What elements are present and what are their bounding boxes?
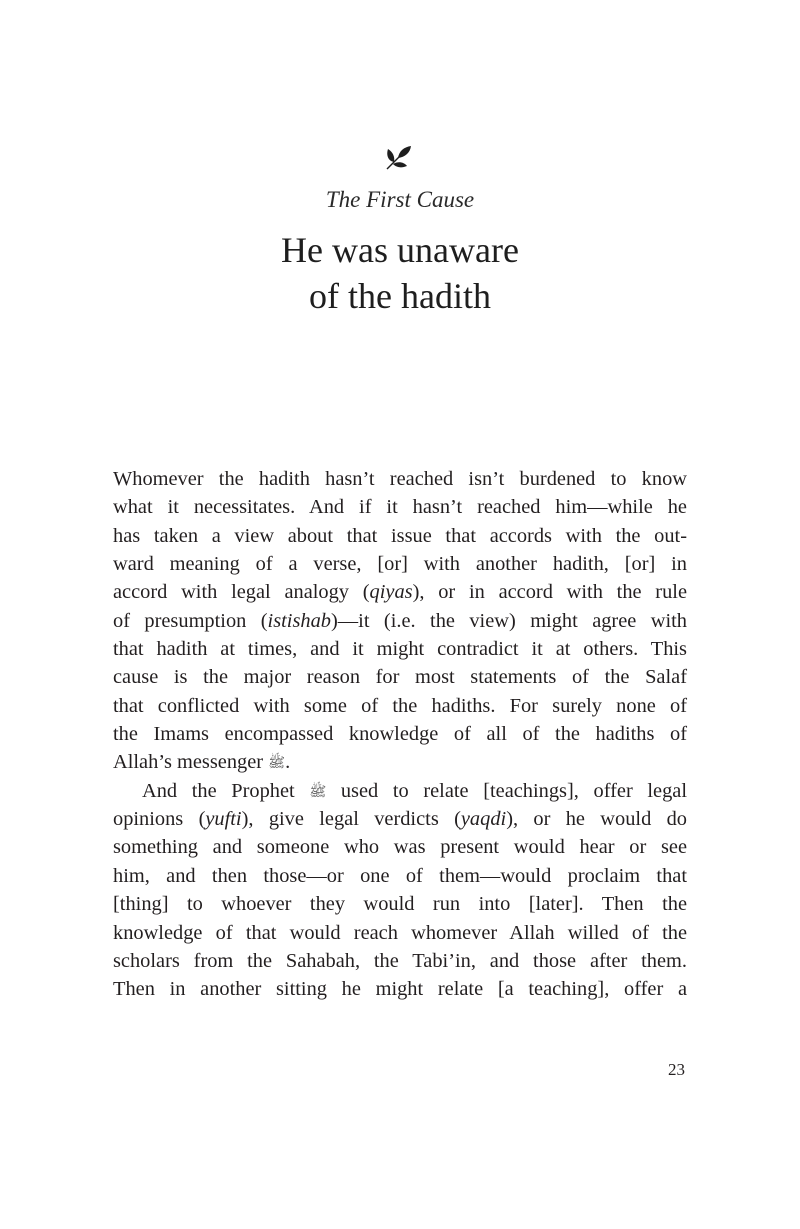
italic-term: yufti	[205, 808, 242, 831]
paragraph	[113, 777, 687, 1004]
text-line: scholars from the Sahabah, the Tabi’in, and those after them.	[113, 949, 687, 972]
italic-term: qiyas	[369, 581, 413, 604]
chapter-title-line: of the hadith	[309, 276, 491, 316]
page-number: 23	[668, 1060, 685, 1079]
text-line: And the Prophet ﷺ used to relate [teachings], offer legal	[113, 777, 687, 805]
honorific-glyph-icon: ﷺ	[309, 784, 327, 800]
text-line: him, and then those—or one of them—would proclaim that	[113, 864, 687, 887]
italic-term: yaqdi	[460, 808, 507, 831]
text-line: [thing] to whoever they would run into [later]. Then the	[113, 893, 687, 916]
text-line: what it necessitates. And if it hasn’t reached him—while he	[113, 496, 687, 519]
text-line: the Imams encompassed knowledge of all of the hadiths of	[113, 723, 687, 746]
text-line: cause is the major reason for most statements of the Salaf	[113, 666, 687, 689]
body-text	[113, 465, 687, 1004]
honorific-glyph-icon: ﷺ	[268, 756, 286, 772]
text-line: of presumption (istishab)—it (i.e. the view) might agree with	[113, 609, 687, 632]
text-line: something and someone who was present would hear or see	[113, 836, 687, 859]
text-line: opinions (yufti), give legal verdicts (yaqdi), or he would do	[113, 808, 687, 831]
text-line: that hadith at times, and it might contradict it at others. This	[113, 638, 687, 661]
text-line: Whomever the hadith hasn’t reached isn’t burdened to know	[113, 468, 687, 490]
leaf-sprig-icon	[383, 142, 413, 172]
paragraph	[113, 465, 687, 777]
chapter-subtitle: The First Cause	[325, 187, 475, 212]
leaf-ornament	[383, 142, 413, 172]
text-line: Allah’s messenger ﷺ.	[113, 748, 687, 776]
text-line: accord with legal analogy (qiyas), or in accord with the rule	[113, 581, 688, 604]
text-line: ward meaning of a verse, [or] with another hadith, [or] in	[113, 553, 687, 576]
italic-term: istishab	[267, 609, 331, 632]
chapter-title-line: He was unaware	[281, 230, 519, 270]
text-line: knowledge of that would reach whomever Allah willed of the	[113, 921, 687, 944]
chapter-title	[0, 227, 800, 319]
text-line: that conflicted with some of the hadiths. For surely none of	[113, 694, 687, 717]
text-line: has taken a view about that issue that accords with the out-	[113, 524, 687, 547]
text-line: Then in another sitting he might relate [a teaching], offer a	[113, 978, 687, 1001]
